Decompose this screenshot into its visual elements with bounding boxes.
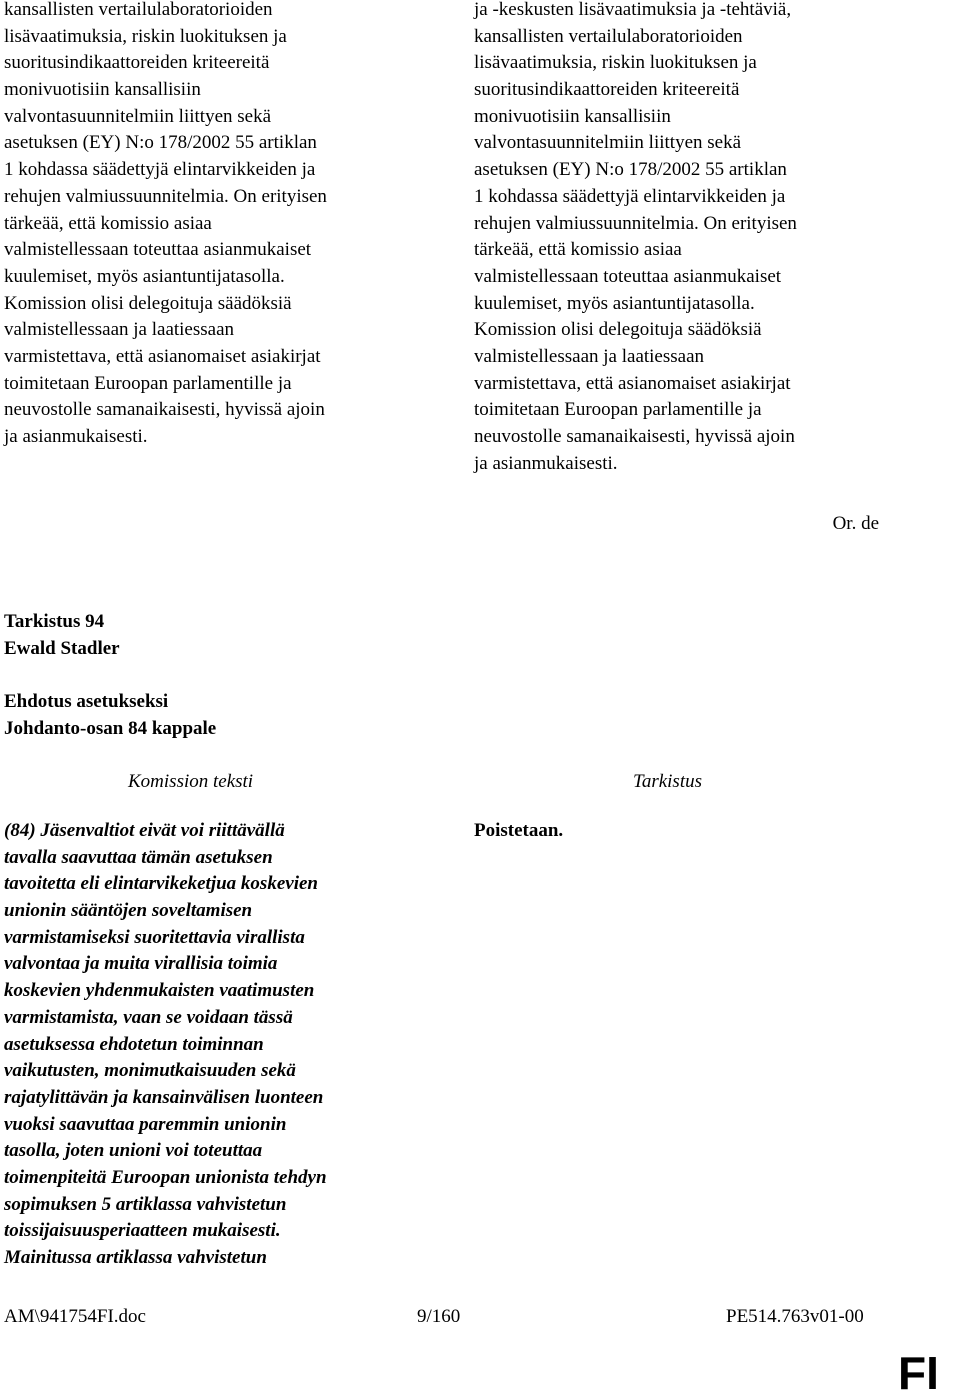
text-line: varmistamiseksi suoritettavia virallista	[4, 926, 305, 948]
text-line: varmistettava, että asianomaiset asiakirjat	[4, 345, 321, 367]
text-line: kansallisten vertailulaboratorioiden	[474, 25, 743, 47]
text-line: valmistellessaan ja laatiessaan	[4, 319, 235, 341]
text-line: asetuksen (EY) N:o 178/2002 55 artiklan	[4, 132, 317, 154]
text-line: valmistellessaan ja laatiessaan	[474, 345, 705, 367]
text-line: kuulemiset, myös asiantuntijatasolla.	[474, 292, 755, 314]
text-line: koskevien yhdenmukaisten vaatimusten	[4, 980, 315, 1002]
text-line: valvontasuunnitelmiin liittyen sekä	[4, 105, 272, 127]
proposal-reference: Johdanto-osan 84 kappale	[4, 718, 217, 739]
column-header-commission-text: Komission teksti	[128, 771, 254, 792]
footer-reference: PE514.763v01-00	[726, 1306, 864, 1327]
text-line: toimitetaan Euroopan parlamentille ja	[4, 372, 292, 394]
text-line: rajatylittävän ja kansainvälisen luonteen	[4, 1086, 324, 1108]
text-line: varmistamista, vaan se voidaan tässä	[4, 1006, 293, 1028]
text-line: rehujen valmiussuunnitelmia. On erityisen	[474, 212, 797, 234]
text-line: neuvostolle samanaikaisesti, hyvissä ajoin	[474, 426, 795, 447]
text-line: ja asianmukaisesti.	[4, 426, 148, 447]
text-line: valvontasuunnitelmiin liittyen sekä	[474, 132, 742, 154]
text-line: ja -keskusten lisävaatimuksia ja -tehtäviä,	[474, 0, 792, 20]
text-line: valvontaa ja muita virallisia toimia	[4, 953, 278, 975]
text-line: toissijaisuusperiaatteen mukaisesti.	[4, 1220, 281, 1242]
amendment-number: Tarkistus 94	[4, 611, 105, 632]
text-line: monivuotisiin kansallisiin	[474, 105, 671, 127]
text-line: suoritusindikaattoreiden kriteereitä	[474, 79, 740, 101]
language-mark: FI	[898, 1347, 939, 1399]
column-header-amendment: Tarkistus	[633, 771, 702, 792]
commission-text	[4, 818, 327, 1272]
text-line: varmistettava, että asianomaiset asiakirjat	[474, 372, 791, 394]
text-line: tärkeää, että komissio asiaa	[474, 239, 682, 261]
text-line: kansallisten vertailulaboratorioiden	[4, 0, 273, 20]
left-column-text	[4, 0, 327, 451]
footer-page-number: 9/160	[417, 1306, 461, 1327]
text-line: Mainitussa artiklassa vahvistetun	[4, 1247, 267, 1268]
text-line: toimenpiteitä Euroopan unionista tehdyn	[4, 1166, 327, 1188]
text-line: ja asianmukaisesti.	[474, 452, 618, 474]
text-line: asetuksessa ehdotetun toiminnan	[4, 1033, 264, 1055]
text-line: valmistellessaan toteuttaa asianmukaiset	[4, 239, 312, 261]
text-line: tärkeää, että komissio asiaa	[4, 212, 212, 234]
text-line: asetuksen (EY) N:o 178/2002 55 artiklan	[474, 159, 787, 181]
text-line: kuulemiset, myös asiantuntijatasolla.	[4, 265, 285, 287]
text-line: lisävaatimuksia, riskin luokituksen ja	[4, 25, 287, 47]
text-line: tavoitetta eli elintarvikeketjua koskevien	[4, 873, 318, 895]
text-line: toimitetaan Euroopan parlamentille ja	[474, 399, 762, 421]
text-line: lisävaatimuksia, riskin luokituksen ja	[474, 52, 757, 74]
text-line: sopimuksen 5 artiklassa vahvistetun	[4, 1193, 287, 1215]
text-line: neuvostolle samanaikaisesti, hyvissä ajoin	[4, 399, 325, 421]
right-column-text	[474, 0, 797, 477]
text-line: (84) Jäsenvaltiot eivät voi riittävällä	[4, 820, 285, 841]
amendment-text: Poistetaan.	[474, 820, 564, 841]
original-language: Or. de	[832, 513, 879, 534]
footer-document-name: AM\941754FI.doc	[4, 1306, 146, 1327]
proposal-type: Ehdotus asetukseksi	[4, 691, 169, 712]
amendment-author: Ewald Stadler	[4, 638, 120, 659]
text-line: 1 kohdassa säädettyjä elintarvikkeiden ja	[4, 159, 316, 181]
text-line: unionin sääntöjen soveltamisen	[4, 900, 253, 922]
text-line: vuoksi saavuttaa paremmin unionin	[4, 1113, 287, 1135]
text-line: tavalla saavuttaa tämän asetuksen	[4, 846, 273, 868]
text-line: rehujen valmiussuunnitelmia. On erityisen	[4, 185, 327, 207]
text-line: tasolla, joten unioni voi toteuttaa	[4, 1140, 263, 1162]
text-line: Komission olisi delegoituja säädöksiä	[4, 292, 292, 314]
text-line: Komission olisi delegoituja säädöksiä	[474, 319, 762, 341]
text-line: valmistellessaan toteuttaa asianmukaiset	[474, 265, 782, 287]
text-line: suoritusindikaattoreiden kriteereitä	[4, 52, 270, 74]
text-line: vaikutusten, monimutkaisuuden sekä	[4, 1060, 296, 1082]
text-line: 1 kohdassa säädettyjä elintarvikkeiden ja	[474, 185, 786, 207]
text-line: monivuotisiin kansallisiin	[4, 79, 201, 101]
